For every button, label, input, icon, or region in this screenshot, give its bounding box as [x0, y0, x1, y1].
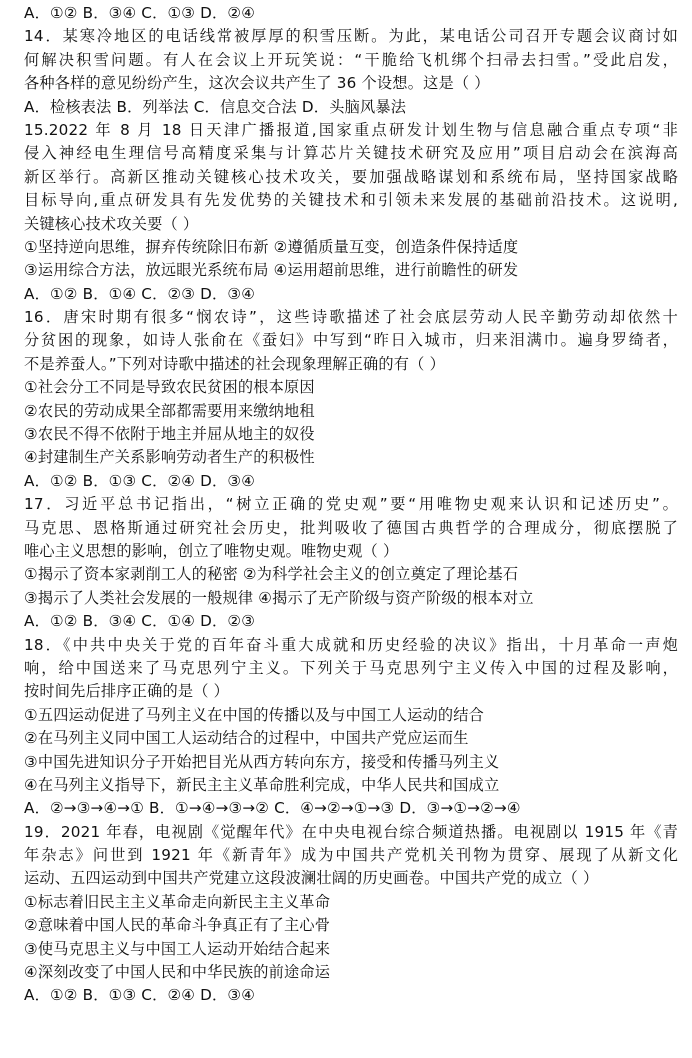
question-stem-line: 新区举行。高新区推动关键核心技术攻关，要加强战略谋划和系统布局，坚持国家战略 [24, 167, 678, 186]
statement-option-line: ②农民的劳动成果全部都需要用来缴纳地租 [24, 401, 315, 420]
question-stem-line: 年杂志》问世到 1921 年《新青年》成为中国共产党机关刊物为贯穿、展现了从新文化 [24, 846, 678, 865]
statement-option-line: ③使马克思主义与中国工人运动开始结合起来 [24, 939, 331, 958]
answer-choices: A．①② B．①③ C．②④ D．③④ [24, 986, 256, 1005]
question-stem-line: 响，给中国送来了马克思列宁主义。下列关于马克思列宁主义传入中国的过程及影响， [24, 658, 678, 677]
statement-option-line: ③农民不得不依附于地主并屈从地主的奴役 [24, 425, 315, 444]
question-17 [24, 493, 678, 633]
question-stem-line: 17．习近平总书记指出，“树立正确的党史观”要“用唯物史观来认识和记述历史”。 [24, 495, 678, 514]
question-stem-line: 15.2022 年 8 月 18 日天津广播报道,国家重点研发计划生物与信息融合重点专项“非 [24, 120, 678, 139]
statement-option-line: ①社会分工不同是导致农民贫困的根本原因 [24, 378, 315, 397]
question-stem-line: 侵入神经电生理信号高精度采集与计算芯片关键技术研究及应用”项目启动会在滨海高 [24, 144, 678, 163]
question-19 [24, 821, 678, 1008]
question-stem-line: 16．唐宋时期有很多“悯农诗”，这些诗歌描述了社会底层劳动人民辛勤劳动却依然十 [24, 308, 678, 327]
statement-option-line: ③运用综合方法，放远眼光系统布局 ④运用超前思维，进行前瞻性的研发 [24, 261, 519, 280]
statement-option-line: ④深刻改变了中国人民和中华民族的前途命运 [24, 963, 331, 982]
statement-option-line: ②在马列主义同中国工人运动结合的过程中，中国共产党应运而生 [24, 729, 469, 748]
question-stem-line: 目标导向,重点研发具有先发优势的关键技术和引领未来发展的基础前沿技术。这说明, [24, 191, 678, 210]
answer-choices: A．①② B．①③ C．②④ D．③④ [24, 471, 256, 490]
question-stem-line: 运动、五四运动到中国共产党建立这段波澜壮阔的历史画卷。中国共产党的成立（ ） [24, 869, 599, 888]
question-stem-line: 18．《中共中央关于党的百年奋斗重大成就和历史经验的决议》指出，十月革命一声炮 [24, 635, 678, 654]
statement-option-line: ④封建制生产关系影响劳动者生产的积极性 [24, 448, 315, 467]
statement-option-line: ①标志着旧民主主义革命走向新民主主义革命 [24, 892, 331, 911]
answer-choices: A．②→③→④→① B．①→④→③→② C．④→②→①→③ D．③→①→②→④ [24, 799, 521, 818]
question-18 [24, 634, 678, 821]
question-stem-line: 14．某寒冷地区的电话线常被厚厚的积雪压断。为此，某电话公司召开专题会议商讨如 [24, 27, 678, 46]
statement-option-line: ③揭示了人类社会发展的一般规律 ④揭示了无产阶级与资产阶级的根本对立 [24, 588, 534, 607]
question-14 [24, 25, 678, 119]
answer-choices: A．检核表法 B．列举法 C．信息交合法 D．头脑风暴法 [24, 97, 407, 116]
answer-choices: A．①② B．①④ C．②③ D．③④ [24, 284, 256, 303]
statement-option-line: ④在马列主义指导下，新民主主义革命胜利完成，中华人民共和国成立 [24, 775, 500, 794]
question-stem-line: 按时间先后排序正确的是（ ） [24, 682, 230, 701]
question-stem-line: 分贫困的现象，如诗人张俞在《蚕妇》中写到“昨日入城市，归来泪满巾。遍身罗绮者， [24, 331, 678, 350]
question-stem-line: 何解决积雪问题。有人在会议上开玩笑说：“干脆给飞机绑个扫帚去扫雪。”受此启发， [24, 50, 678, 69]
statement-option-line: ①五四运动促进了马列主义在中国的传播以及与中国工人运动的结合 [24, 705, 485, 724]
question-16 [24, 306, 678, 493]
question-stem-line: 唯心主义思想的影响，创立了唯物史观。唯物史观（ ） [24, 541, 399, 560]
question-stem-line: 19．2021 年春，电视剧《觉醒年代》在中央电视台综合频道热播。电视剧以 1915 年《青 [24, 822, 678, 841]
question-stem-line: 关键核心技术攻关要（ ） [24, 214, 199, 233]
statement-option-line: ①揭示了资本家剥削工人的秘密 ②为科学社会主义的创立奠定了理论基石 [24, 565, 519, 584]
question-stem-line: 不是养蚕人。”下列对诗歌中描述的社会现象理解正确的有（ ） [24, 354, 445, 373]
statement-option-line: ②意味着中国人民的革命斗争真正有了主心骨 [24, 916, 331, 935]
statement-option-line: ①坚持逆向思维，摒弃传统除旧布新 ②遵循质量互变，创造条件保持适度 [24, 237, 519, 256]
statement-option-line: ③中国先进知识分子开始把目光从西方转向东方，接受和传播马列主义 [24, 752, 500, 771]
question-15 [24, 119, 678, 306]
question-13 [24, 2, 678, 25]
answer-choices: A．①② B．③④ C．①④ D．②③ [24, 612, 256, 631]
question-stem-line: 各种各样的意见纷纷产生，这次会议共产生了 36 个设想。这是（ ） [24, 74, 490, 93]
question-stem-line: 马克思、恩格斯通过研究社会历史，批判吸收了德国古典哲学的合理成分，彻底摆脱了 [24, 518, 678, 537]
answer-choices: A．①② B．③④ C．①③ D．②④ [24, 4, 256, 22]
